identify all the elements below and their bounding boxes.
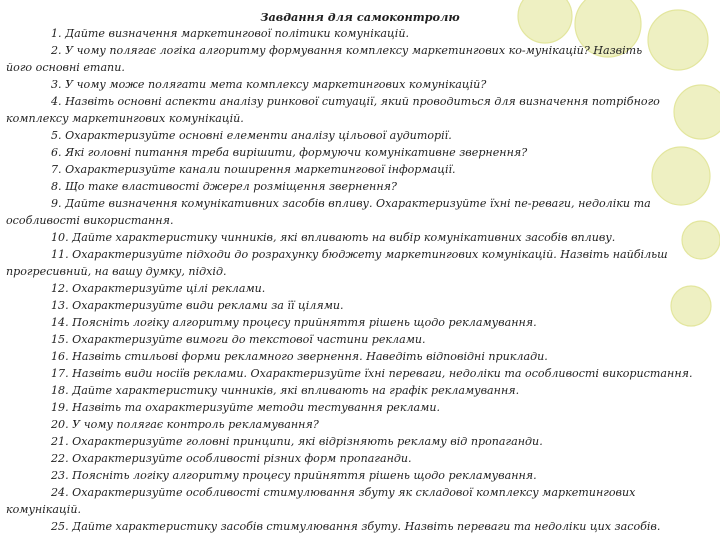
question-item: 25. Дайте характеристику засобів стимулювання збуту. Назвіть переваги та недоліки цих засобів. — [51, 520, 661, 533]
question-item: 1. Дайте визначення маркетингової політики комунікацій. — [51, 27, 409, 40]
decorative-circle — [671, 286, 711, 326]
question-item: 5. Охарактеризуйте основні елементи аналізу цільової аудиторії. — [51, 129, 452, 142]
question-item: 16. Назвіть стильові форми рекламного звернення. Наведіть відповідні приклади. — [51, 350, 548, 363]
question-item: 2. У чому полягає логіка алгоритму формування комплексу маркетингових ко-мунікацій? Назвіть його основні етапи. — [6, 44, 643, 74]
decorative-circle — [674, 85, 720, 139]
question-item: 9. Дайте визначення комунікативних засобів впливу. Охарактеризуйте їхні пе-реваги, недоліки та особливості використання. — [6, 197, 651, 227]
question-item: 20. У чому полягає контроль рекламування? — [51, 418, 319, 431]
question-item: 19. Назвіть та охарактеризуйте методи тестування реклами. — [51, 401, 441, 414]
decorative-circle — [682, 221, 720, 259]
question-item: 15. Охарактеризуйте вимоги до текстової частини реклами. — [51, 333, 426, 346]
question-item: 23. Поясніть логіку алгоритму процесу прийняття рішень щодо рекламування. — [51, 469, 537, 482]
question-item: 21. Охарактеризуйте головні принципи, які відрізняють рекламу від пропаганди. — [51, 435, 543, 448]
question-item: 22. Охарактеризуйте особливості різних форм пропаганди. — [51, 452, 412, 465]
question-item: 11. Охарактеризуйте підходи до розрахунку бюджету маркетингових комунікацій. Назвіть найбільш прогресивний, на вашу думку, підхід. — [6, 248, 668, 278]
question-item: 24. Охарактеризуйте особливості стимулювання збуту як складової комплексу маркетингових комунікацій. — [6, 486, 636, 516]
question-item: 6. Які головні питання треба вирішити, формуючи комунікативне звернення? — [51, 146, 528, 159]
question-item: 4. Назвіть основні аспекти аналізу ринкової ситуації, який проводиться для визначення потрібного комплексу маркетингових комунікацій. — [6, 95, 660, 125]
question-item: 3. У чому може полягати мета комплексу маркетингових комунікацій? — [51, 78, 487, 91]
question-item: 7. Охарактеризуйте канали поширення маркетингової інформації. — [51, 163, 456, 176]
page-title: Завдання для самоконтролю — [260, 10, 460, 24]
question-item: 17. Назвіть види носіїв реклами. Охарактеризуйте їхні переваги, недоліки та особливості використання. — [51, 367, 693, 380]
question-item: 12. Охарактеризуйте цілі реклами. — [51, 282, 266, 295]
question-item: 10. Дайте характеристику чинників, які впливають на вибір комунікативних засобів впливу. — [51, 231, 616, 244]
question-item: 8. Що таке властивості джерел розміщення звернення? — [51, 180, 397, 193]
question-item: 14. Поясніть логіку алгоритму процесу прийняття рішень щодо рекламування. — [51, 316, 537, 329]
question-item: 13. Охарактеризуйте види реклами за її цілями. — [51, 299, 344, 312]
question-item: 18. Дайте характеристику чинників, які впливають на графік рекламування. — [51, 384, 520, 397]
